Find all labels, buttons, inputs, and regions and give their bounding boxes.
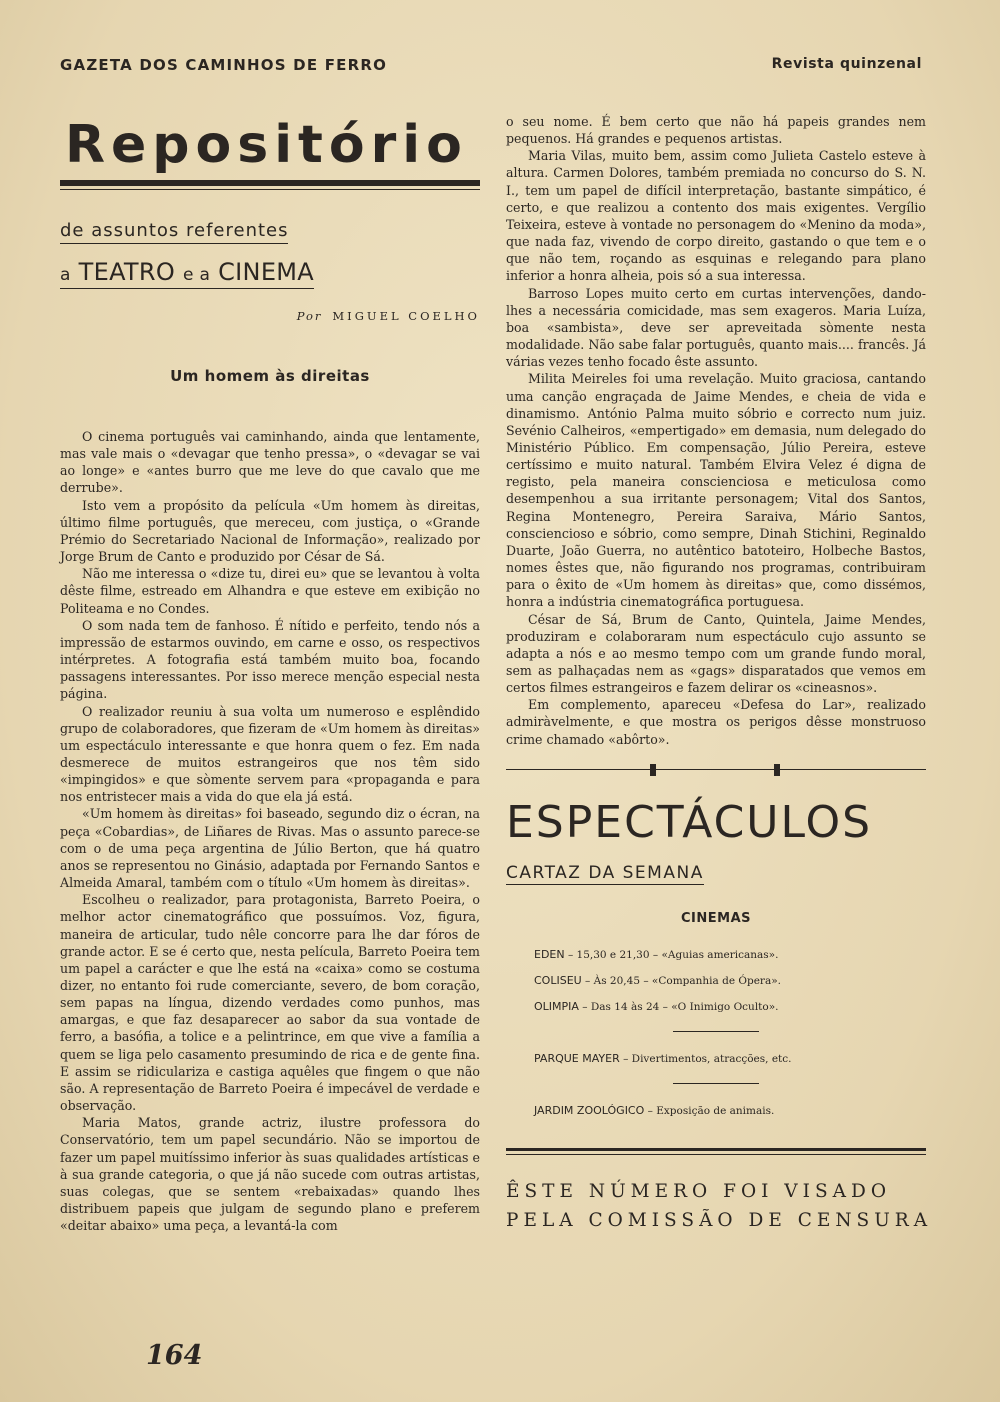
short-rule — [673, 1083, 759, 1084]
subtitle-teatro: TEATRO — [78, 258, 176, 286]
paragraph: Isto vem a propósito da película «Um homem às direitas, último filme português, que mereceu, com justiça, o «Grande Prémio do Secretariado Nacional de Informação», realizado por Jorge Brum de Canto e produzido por César de Sá. — [60, 497, 480, 565]
article-subtitle-2 — [60, 258, 314, 289]
cinema-name: EDEN — [534, 947, 565, 961]
short-rule — [673, 1031, 759, 1032]
title-rule-thick — [60, 180, 480, 186]
article-title: Repositório — [65, 115, 468, 175]
cinema-details: – Às 20,45 – «Companhia de Ópera». — [581, 974, 781, 987]
cinema-details: – 15,30 e 21,30 – «Aguias americanas». — [564, 948, 779, 961]
cinema-name: COLISEU — [534, 973, 582, 987]
right-column — [506, 113, 933, 1235]
subtitle-cinema: CINEMA — [218, 258, 315, 286]
paragraph: Em complemento, apareceu «Defesa do Lar», realizado admiràvelmente, e que mostra os perigos dêsse monstruoso crime chamado «abôrto». — [506, 697, 926, 747]
parque-details: – Divertimentos, atracções, etc. — [619, 1052, 792, 1065]
paragraph: o seu nome. É bem certo que não há papeis grandes nem pequenos. Há grandes e pequenos artistas. — [506, 114, 926, 147]
magazine-title: GAZETA DOS CAMINHOS DE FERRO — [60, 56, 388, 74]
byline-prefix: Por — [296, 309, 323, 323]
subtitle-a: a — [60, 265, 71, 285]
byline — [60, 309, 480, 323]
paragraph: Não me interessa o «dize tu, direi eu» que se levantou à volta dêste filme, estreado em Alhandra e que esteve em exibição no Politeama e no Condes. — [60, 566, 480, 616]
magazine-frequency: Revista quinzenal — [771, 56, 922, 72]
spectacles-title: ESPECTÁCULOS — [506, 796, 873, 848]
paragraph: O som nada tem de fanhoso. É nítido e perfeito, tendo nós a impressão de estarmos ouvindo, em carne e osso, os respectivos intérpretes. A fotografia está também muito boa, focando passagens interessantes. Por isso merece menção especial nesta página. — [60, 617, 480, 702]
censorship-line-1: ÊSTE NÚMERO FOI VISADO — [506, 1180, 891, 1202]
cinema-listing — [534, 948, 926, 962]
paragraph: Barroso Lopes muito certo em curtas intervenções, dando-lhes a necessária comicidade, mas sem exageros. Maria Luíza, boa «sambista», deve ser apreveitada sòmente nesta modalidade. Não sabe falar português, quanto mais.... francês. Já várias vezes tenho focado êste assunto. — [506, 285, 926, 370]
separator-mark — [650, 764, 656, 776]
cinemas-heading: CINEMAS — [681, 910, 751, 926]
article-subtitle-1: de assuntos referentes — [60, 220, 288, 244]
cinema-listing — [534, 1000, 926, 1014]
paragraph: O cinema português vai caminhando, ainda que lentamente, mas vale mais o «devagar que tenho pressa», o «devagar se vai ao longe» e «antes burro que me leve do que cavalo que me derrube». — [60, 429, 480, 496]
cinema-name: OLIMPIA — [534, 999, 579, 1013]
censorship-line-2: PELA COMISSÃO DE CENSURA — [506, 1209, 933, 1231]
paragraph: «Um homem às direitas» foi baseado, segundo diz o écran, na peça «Cobardias», de Liñares de Rivas. Mas o assunto parece-se com o de uma peça argentina de Júlio Berton, que há quatro anos se representou no Ginásio, adaptada por Fernando Santos e Almeida Amaral, também com o título «Um homem às direitas». — [60, 806, 480, 891]
paragraph: Escolheu o realizador, para protagonista, Barreto Poeira, o melhor actor cinematográfico que possuímos. Voz, figura, maneira de articular, tudo nêle concorre para lhe dar fóros de grande actor. E se é certo que, nesta película, Barreto Poeira tem um papel a carácter e que lhe está na «caixa» como se costuma dizer, no entanto foi rude comerciante, severo, de bom coração, sem papas na língua, dizendo verdades como punhos, mas amargas, e que faz desaparecer ao sabor da sua vontade de ferro, a basófia, a tolice e a pelintrince, em que vive a família a quem se liga pelo casamento presumindo de rica e de gente fina. E assim se ridiculariza e castiga aquêles que fingem o que não são. A representação de Barreto Poeira é impecável de verdade e observação. — [60, 892, 480, 1114]
paragraph: César de Sá, Brum de Canto, Quintela, Jaime Mendes, produziram e colaboraram num espectáculo cujo assunto se adapta a nós e ao mesmo tempo com um grande fundo moral, sem as palhaçadas nem as «gags» disparatados que vemos em certos filmes estrangeiros e fazem delirar os «cineasnos». — [506, 611, 926, 696]
cartaz-heading: CARTAZ DA SEMANA — [506, 862, 704, 883]
page-number: 164 — [146, 1340, 203, 1371]
jardim-details: – Exposição de animais. — [644, 1104, 775, 1117]
left-column — [60, 114, 480, 1234]
paragraph: Milita Meireles foi uma revelação. Muito graciosa, cantando uma canção engraçada de Jaime Mendes, e cheia de vida e dinamismo. António Palma muito sóbrio e correcto num juiz. Sevénio Calheiros, «empertigado» em demasia, num delegado do Ministério Público. Em compensação, Júlio Pereira, esteve certíssimo e muito natural. Também Elvira Velez é digna de registo, pela maneira conscienciosa e meticulosa como desempenhou a sua irritante personagem; Vital dos Santos, Regina Montenegro, Pereira Saraiva, Mário Santos, consciencioso e sóbrio, como sempre, Dinah Stichini, Reginaldo Duarte, João Guerra, no autêntico batoteiro, Holbeche Bastos, nomes êstes que, não figurando nos programas, contribuiram para o êxito de «Um homem às direitas» que, como dissémos, honra a indústria cinematográfica portuguesa. — [506, 371, 926, 610]
subtitle-e-a: e a — [183, 265, 211, 285]
parque-listing — [534, 1052, 926, 1066]
title-rule-thin — [60, 189, 480, 190]
paragraph: Maria Vilas, muito bem, assim como Julieta Castelo esteve à altura. Carmen Dolores, também premiada no concurso do S. N. I., tem um papel de difícil interpretação, bastante simpático, é certo, e que realizou a contento dos mais exigentes. Vergílio Teixeira, esteve à vontade no personagem do «Menino da moda», que nada faz, vivendo de corpo direito, gastando o que tem e o que não tem, roçando as esquinas e relegando para plano inferior a honra alheia, pois só a sua interessa. — [506, 148, 926, 284]
separator-line — [506, 769, 926, 771]
paragraph: O realizador reuniu à sua volta um numeroso e esplêndido grupo de colaboradores, que fizeram de «Um homem às direitas» um espectáculo interessante e que honra quem o fez. Em nada desmerece de muitos estrangeiros que nos têm sido «impingidos» e que sòmente servem para «propaganda e para nos entristecer mais a vida do que ela já está. — [60, 703, 480, 805]
cinema-details: – Das 14 às 24 – «O Inimigo Oculto». — [578, 1000, 779, 1013]
separator-mark — [774, 764, 780, 776]
jardim-name: JARDIM ZOOLÓGICO — [534, 1103, 645, 1117]
bottom-rule-thick — [506, 1148, 926, 1151]
paragraph: Maria Matos, grande actriz, ilustre professora do Conservatório, tem um papel secundário. Não se importou de fazer um papel muitíssimo inferior às suas qualidades artísticas e à sua grande categoria, o que já não sucede com outras artistas, suas colegas, que se sentem «rebaixadas» quando lhes distribuem papeis que julgam de segundo plano e preferem «deitar abaixo» uma peça, a levantá-la com — [60, 1115, 480, 1234]
section-heading: Um homem às direitas — [170, 367, 370, 385]
jardim-listing — [534, 1104, 926, 1118]
parque-name: PARQUE MAYER — [534, 1051, 620, 1065]
byline-author: MIGUEL COELHO — [332, 309, 480, 323]
cinema-listing — [534, 974, 926, 988]
bottom-rule-thin — [506, 1154, 926, 1155]
section-separator — [506, 761, 926, 781]
